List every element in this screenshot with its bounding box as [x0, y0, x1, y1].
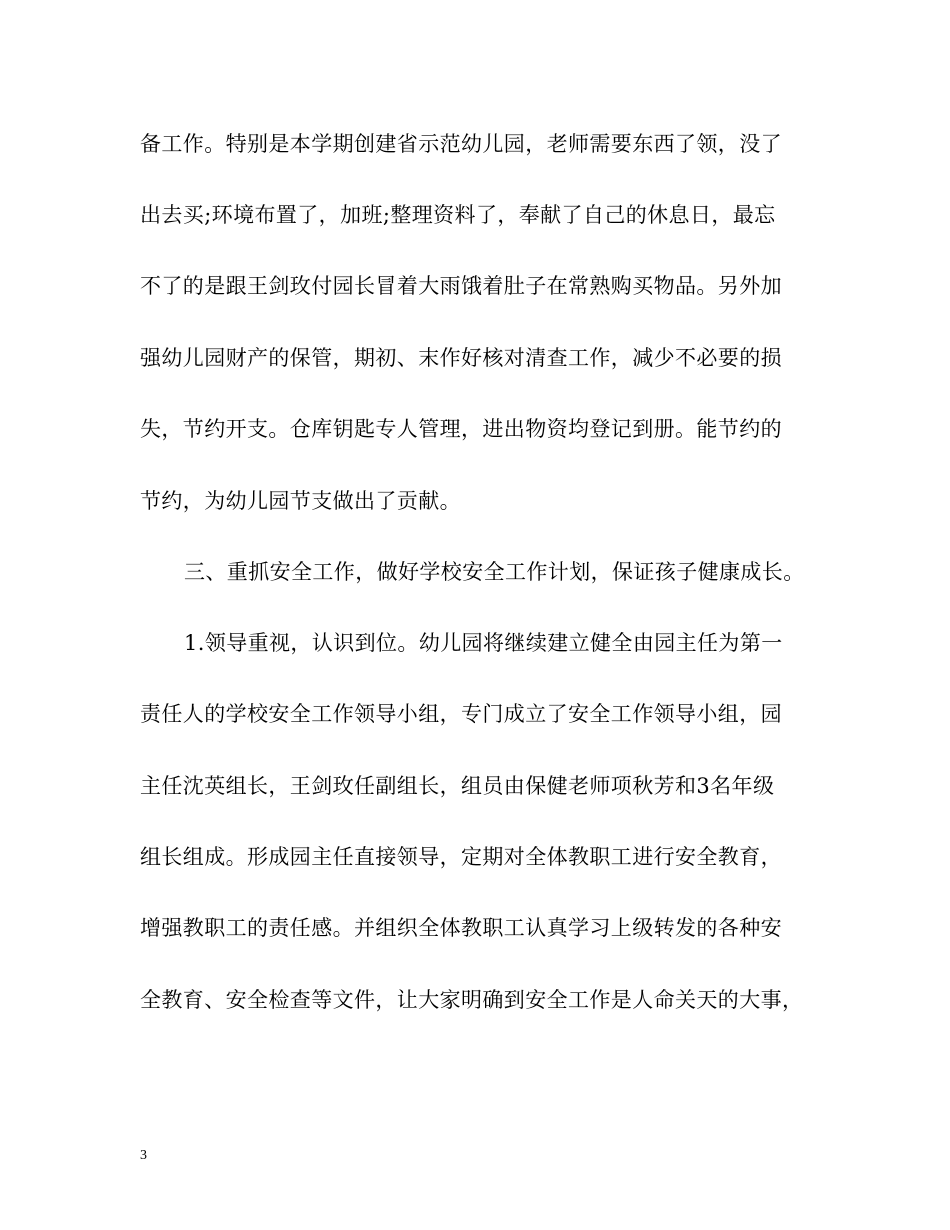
- body-text-line-12: 增强教职工的责任感。并组织全体教职工认真学习上级转发的各种安: [140, 916, 782, 940]
- body-text-line-1: 备工作。特别是本学期创建省示范幼儿园，老师需要东西了领，没了: [140, 132, 782, 156]
- section-heading: 三、重抓安全工作，做好学校安全工作计划，保证孩子健康成长。: [184, 560, 805, 584]
- numbered-item-start: 1.领导重视，认识到位。幼儿园将继续建立健全由园主任为第一: [184, 631, 783, 655]
- body-text-line-2: 出去买;环境布置了，加班;整理资料了，奉献了自己的休息日，最忘: [140, 203, 776, 227]
- body-text-line-11: 组长组成。形成园主任直接领导，定期对全体教职工进行安全教育，: [140, 845, 782, 869]
- body-text-line-9: 责任人的学校安全工作领导小组，专门成立了安全工作领导小组，园: [140, 702, 782, 726]
- body-text-line-13: 全教育、安全检查等文件，让大家明确到安全工作是人命关天的大事，: [140, 988, 804, 1012]
- body-text-line-3: 不了的是跟王剑玫付园长冒着大雨饿着肚子在常熟购买物品。另外加: [140, 274, 782, 298]
- body-text-line-5: 失，节约开支。仓库钥匙专人管理，进出物资均登记到册。能节约的: [140, 417, 782, 441]
- body-text-line-6: 节约，为幼儿园节支做出了贡献。: [140, 489, 461, 513]
- body-text-line-10: 主任沈英组长，王剑玫任副组长，组员由保健老师项秋芳和3名年级: [140, 774, 775, 798]
- body-text-line-4: 强幼儿园财产的保管，期初、末作好核对清查工作，减少不必要的损: [140, 346, 782, 370]
- page-number: 3: [140, 1148, 147, 1163]
